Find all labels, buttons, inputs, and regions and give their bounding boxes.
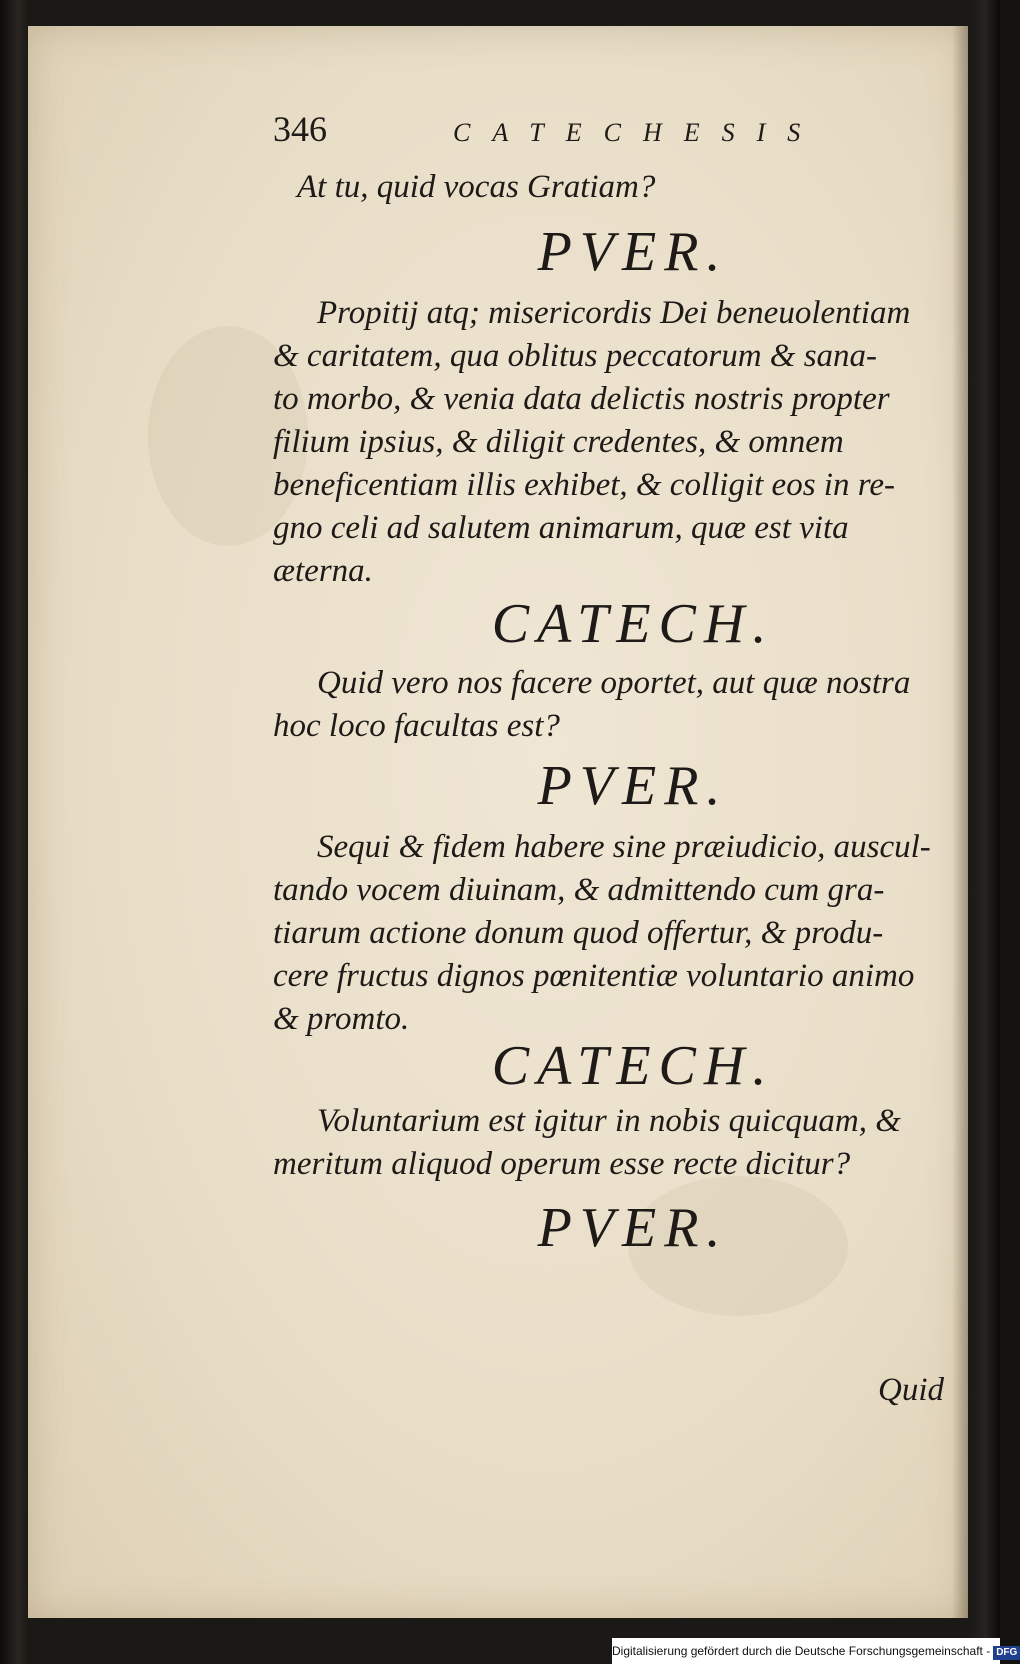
digitization-credit: [612, 1638, 1018, 1664]
speaker-puer: PVER.: [537, 755, 729, 817]
question-3: [273, 1100, 993, 1186]
speaker-heading: [273, 1198, 993, 1258]
text-line: tando vocem diuinam, & admittendo cum gra-: [273, 872, 885, 908]
answer-2: [273, 826, 993, 1041]
text-line: & caritatem, qua oblitus peccatorum & sana-: [273, 338, 878, 374]
running-title: CATECHESIS: [453, 118, 823, 147]
text-line: tiarum actione donum quod offertur, & produ-: [273, 915, 884, 951]
text-line: Voluntarium est igitur in nobis quicquam, &: [317, 1103, 901, 1139]
answer-1: [273, 292, 993, 593]
speaker-catech: CATECH.: [491, 593, 775, 655]
text-line: cere fructus dignos pœnitentiæ voluntario animo: [273, 958, 915, 994]
dfg-logo-icon: DFG: [993, 1646, 1020, 1660]
text-line: At tu, quid vocas Gratiam?: [297, 169, 656, 205]
question-2: [273, 662, 993, 748]
catchword: Quid: [878, 1372, 944, 1408]
page-number: 346: [273, 109, 327, 149]
running-head: [273, 108, 833, 158]
text-line: Propitij atq; misericordis Dei beneuolentiam: [317, 295, 911, 331]
speaker-puer: PVER.: [537, 1197, 729, 1259]
text-line: æterna.: [273, 553, 373, 589]
question-1: [273, 166, 993, 209]
text-line: Quid vero nos facere oportet, aut quæ nostra: [317, 665, 911, 701]
credit-text: Digitalisierung gefördert durch die Deutsche Forschungsgemeinschaft -: [612, 1644, 991, 1658]
book-page: [28, 26, 968, 1618]
text-line: filium ipsius, & diligit credentes, & omnem: [273, 424, 844, 460]
text-line: meritum aliquod operum esse recte dicitur?: [273, 1146, 851, 1182]
speaker-heading: [273, 756, 993, 816]
speaker-heading: [273, 594, 993, 654]
speaker-puer: PVER.: [537, 221, 729, 283]
speaker-heading: [273, 222, 993, 282]
text-line: gno celi ad salutem animarum, quæ est vita: [273, 510, 849, 546]
text-line: beneficentiam illis exhibet, & colligit eos in re-: [273, 467, 895, 503]
text-line: to morbo, & venia data delictis nostris propter: [273, 381, 890, 417]
speaker-heading: [273, 1036, 993, 1096]
text-line: & promto.: [273, 1001, 410, 1037]
text-line: Sequi & fidem habere sine præiudicio, auscul-: [317, 829, 931, 865]
speaker-catech: CATECH.: [491, 1035, 775, 1097]
text-line: hoc loco facultas est?: [273, 708, 560, 744]
